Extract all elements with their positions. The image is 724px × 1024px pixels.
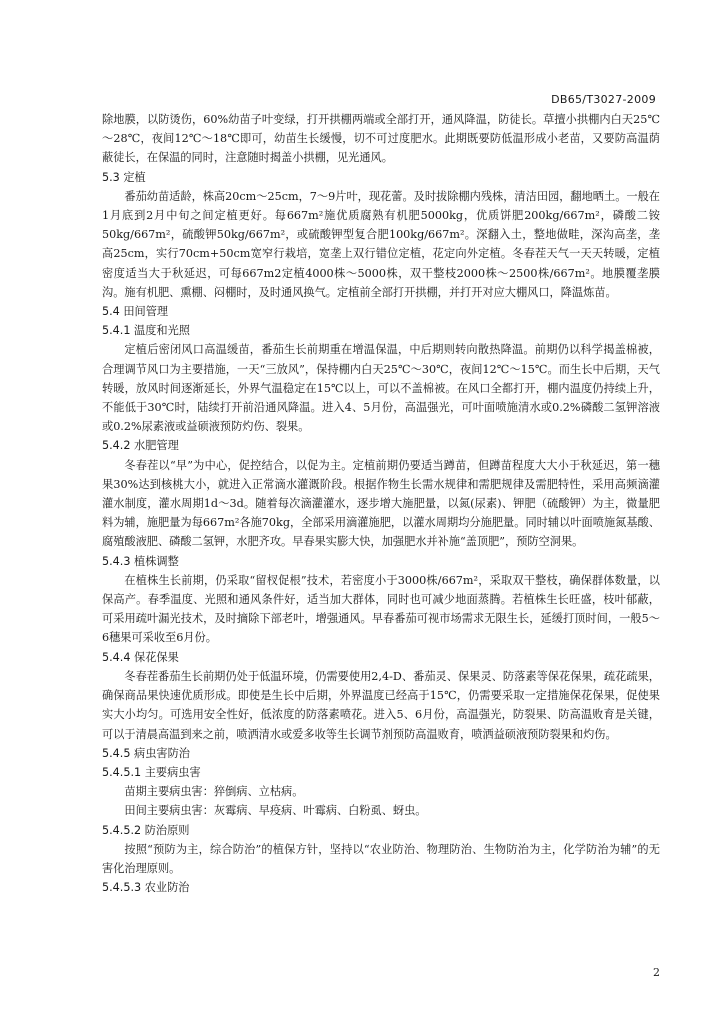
paragraph-intro: 除地膜，以防烫伤，60%幼苗子叶变绿，打开拱棚两端或全部打开，通风降温，防徒长。草擅小拱棚内白天25℃～28℃，夜间12℃～18℃即可，幼苗生长缓慢，切不可过度肥水。此期既要防低温形成小老苗，又要防高温荫蔽徒长，在保温的同时，注意随时揭盖小拱棚，见光通风。 (102, 113, 660, 165)
page-body (102, 110, 660, 897)
list-item-seedling-pests: 苗期主要病虫害：猝倒病、立枯病。 (124, 785, 304, 799)
heading-5-4-5: 5.4.5 病虫害防治 (102, 746, 190, 760)
paragraph-5-4-4: 冬春茬番茄生长前期仍处于低温环境，仍需要使用2,4-D、番茄灵、保果灵、防落素等保花保果，疏花疏果，确保商品果快速优质形成。即使是生长中后期，外界温度已经高于15℃，仍需要采取一定措施保花保果，促使果实大小均匀。可选用安全性好，低浓度的防落素喷花。进入5、6月份，高温强光，防裂果、防高温败育是关键，可以于清晨高温到来之前，喷洒清水或爱多收等生长调节剂预防高温败育，喷洒益硕液预防裂果和灼伤。 (102, 669, 660, 741)
heading-5-3: 5.3 定植 (102, 170, 146, 184)
page-number: 2 (653, 966, 660, 979)
heading-5-4-5-2: 5.4.5.2 防治原则 (102, 823, 190, 837)
paragraph-5-4-3: 在植株生长前期，仍采取“留杈促根”技术，若密度小于3000株/667m²，采取双干整枝，确保群体数量，以保高产。春季温度、光照和通风条件好，适当加大群体，同时也可减少地面蒸腾。若植株生长旺盛，枝叶郁蔽，可采用疏叶漏光技术，及时摘除下部老叶，增强通风。早春番茄可视市场需求无限生长，延缓打顶时间，一般5～6穗果可采收至6月份。 (102, 573, 660, 645)
heading-5-4: 5.4 田间管理 (102, 305, 169, 319)
heading-5-4-3: 5.4.3 植株调整 (102, 554, 179, 568)
paragraph-5-3: 番茄幼苗适龄，株高20cm～25cm，7～9片叶，现花蕾。及时拔除棚内残株，清洁田园，翻地晒土。一般在1月底到2月中旬之间定植更好。每667m²施优质腐熟有机肥5000kg，优质饼肥200kg/667m²，磷酸二铵50kg/667m²，硫酸钾50kg/667m²，或硫酸钾型复合肥100kg/667m²。深翻入土，整地做畦，深沟高垄，垄高25cm，实行70cm+50cm宽窄行栽培，宽垄上双行错位定植，花定向外定植。冬春茬天气一天天转暖，定植密度适当大于秋延迟，可每667m2定植4000株～5000株，双干整枝2000株～2500株/667m²。地膜覆垄膜沟。施有机肥、熏棚、闷棚时，及时通风换气。定植前全部打开拱棚，并打开对应大棚风口，降温炼苗。 (102, 189, 660, 299)
paragraph-5-4-5-2: 按照“预防为主，综合防治”的植保方针，坚持以“农业防治、物理防治、生物防治为主，化学防治为辅”的无害化治理原则。 (102, 842, 660, 875)
paragraph-5-4-1: 定植后密闭风口高温缓苗，番茄生长前期重在增温保温，中后期则转向散热降温。前期仍以科学揭盖棉被，合理调节风口为主要措施，一天“三放风”，保持棚内白天25℃～30℃，夜间12℃～15℃。而生长中后期，天气转暖，放风时间逐渐延长，外界气温稳定在15℃以上，可以不盖棉被。在风口全都打开，棚内温度仍持续上升，不能低于30℃时，陆续打开前沿通风降温。进入4、5月份，高温强光，可叶面喷施清水或0.2%磷酸二氢钾溶液或0.2%尿素液或益硕液预防灼伤、裂果。 (102, 343, 660, 434)
list-item-field-pests: 田间主要病虫害：灰霉病、早疫病、叶霉病、白粉虱、蚜虫。 (124, 804, 427, 818)
heading-5-4-5-3: 5.4.5.3 农业防治 (102, 881, 190, 895)
paragraph-5-4-2: 冬春茬以“早”为中心，促控结合，以促为主。定植前期仍要适当蹲苗，但蹲苗程度大大小于秋延迟，第一穗果30%达到核桃大小，就进入正常滴水灌溉阶段。根据作物生长需水规律和需肥规律及需肥特性，采用高频滴灌灌水制度，灌水周期1d～3d。随着每次滴灌灌水，逐步增大施肥量，以氮(尿素)、钾肥（硫酸钾）为主，微量肥料为辅，施肥量为每667m²各施70kg，全部采用滴灌施肥，以灌水周期均分施肥量。同时辅以叶面喷施氮基酸、腐殖酸液肥、磷酸二氢钾，水肥齐攻。早春果实膨大快，加强肥水并补施“盖顶肥”，预防空洞果。 (102, 458, 660, 549)
heading-5-4-5-1: 5.4.5.1 主要病虫害 (102, 765, 201, 779)
standard-code: DB65/T3027-2009 (551, 93, 656, 106)
heading-5-4-2: 5.4.2 水肥管理 (102, 439, 179, 453)
heading-5-4-4: 5.4.4 保花保果 (102, 650, 179, 664)
heading-5-4-1: 5.4.1 温度和光照 (102, 324, 190, 338)
